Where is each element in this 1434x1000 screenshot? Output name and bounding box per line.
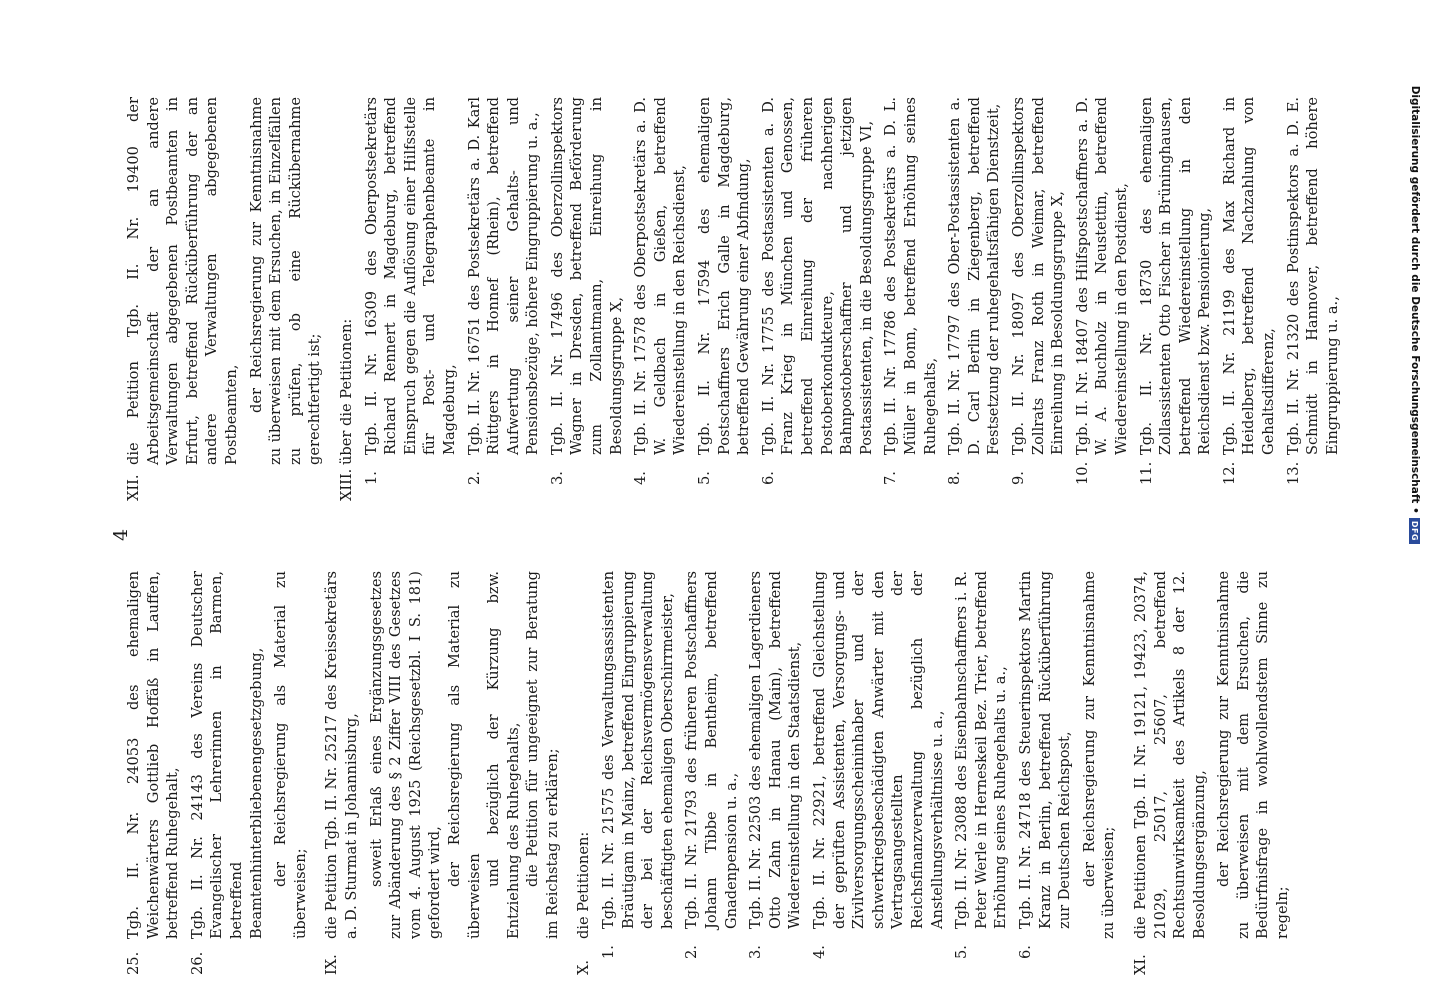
list-item bbox=[631, 97, 695, 501]
item-text: die Petitionen: bbox=[575, 831, 593, 939]
item-text: Tgb. II. Nr. 16751 des Postsekretärs a. D. Karl Rüttgers in Honnef (Rhein), betreffend Aufwertung seiner Gehalts- und Pensionsbezüge, höhere Eingruppierung u. a., bbox=[465, 97, 542, 455]
item-number: 26. bbox=[188, 951, 206, 975]
list-item bbox=[1009, 97, 1073, 501]
list-item bbox=[1220, 97, 1284, 501]
item-number: 4. bbox=[811, 945, 828, 959]
item-number: 11. bbox=[1137, 461, 1155, 485]
item-number: 12. bbox=[1220, 461, 1238, 485]
item-text: über die Petitionen: bbox=[337, 318, 355, 465]
item-number: 3. bbox=[548, 471, 566, 485]
item-text: die Petition Tgb. II. Nr. 25217 des Kreissekretärs a. D. Sturmat in Johannisburg, bbox=[323, 571, 360, 939]
item-number: 6. bbox=[759, 471, 777, 485]
item-text: Tgb. II. Nr. 21199 des Max Richard in Heidelberg, betreffend Nachzahlung von Gehaltsdifferenz, bbox=[1220, 97, 1278, 455]
credit-text: Digitalisierung gefördert durch die Deutsche Forschungsgemeinschaft • bbox=[1409, 85, 1421, 514]
item-text: Tgb. II. Nr. 16309 des Oberpostsekretärs Richard Rennert in Magdeburg, betreffend Einspruch gegen die Auflösung einer Hilfsstelle für Post- und Telegraphenbeamte in Magdeburg, bbox=[362, 97, 458, 455]
item-text: Tgb. II. Nr. 18407 des Hilfspostschaffners a. D. W. A. Buchholz in Neustettin, betreffend Wiedereinstellung in den Postdienst, bbox=[1073, 97, 1130, 455]
item-number: 1. bbox=[362, 471, 380, 485]
list-item bbox=[1284, 97, 1348, 501]
resolution-line: der Reichsregierung als Material zu überweisen bbox=[445, 571, 483, 939]
resolution-text bbox=[523, 571, 562, 975]
item-number: 25. bbox=[125, 951, 142, 975]
item-text: die Petition Tgb. II. Nr. 19400 der Arbeitsgemeinschaft der an andere Verwaltungen abgegebenen Postbeamten in Erfurt, betreffend Rücküberführung der an andere Verwaltungen abgegebenen Postbeamten, bbox=[125, 97, 240, 465]
section-entry bbox=[124, 571, 188, 975]
section-gap bbox=[562, 571, 574, 975]
dfg-logo-icon: DFG bbox=[1410, 518, 1421, 544]
item-number: 7. bbox=[882, 471, 900, 485]
item-text: Tgb. II. Nr. 24718 des Steuerinspektors Martin Kranz in Berlin, betreffend Rücküberführung zur Deutschen Reichspost, bbox=[1016, 571, 1074, 929]
item-text: Tgb. II. Nr. 22921, betreffend Gleichstellung der geprüften Assistenten, Versorgungs- und Zivilversorgungsscheininhaber und der schwerkriegsbeschädigten Anwärter mit den Vertragsangestellten der Reichsfinanzverwaltung bezüglich der Anstellungsverhältnisse u. a., bbox=[811, 571, 946, 929]
section-entry bbox=[574, 571, 599, 975]
item-text: Tgb. II. Nr. 17786 des Postsekretärs a. D. L. Müller in Bonn, betreffend Erhöhung seines Ruhegehalts, bbox=[882, 97, 939, 455]
item-number: 3. bbox=[747, 945, 765, 959]
list-item bbox=[1016, 571, 1080, 975]
item-number: 13. bbox=[1284, 461, 1302, 485]
section-entry bbox=[188, 571, 271, 975]
resolution-line: der Reichsregierung zur Kenntnisnahme zu überweisen mit dem Ersuchen, in Einzelfällen zu prüfen, ob eine Rückübernahme gerechtfertigt ist; bbox=[247, 97, 324, 465]
section-gap bbox=[310, 571, 322, 975]
list-item bbox=[952, 571, 1016, 975]
item-number: XI. bbox=[1131, 954, 1149, 975]
list-item bbox=[695, 97, 759, 501]
resolution-line: der Reichsregierung zur Kenntnisnahme zu überweisen mit dem Ersuchen, die Bedürfnisfrage in wohlwollendstem Sinne zu regeln; bbox=[1215, 571, 1292, 939]
item-text: Tgb. II. Nr. 24053 des ehemaligen Weichenwärters Gottlieb Hoffäß in Lauffen, betreffend Ruhegehalt, bbox=[125, 571, 182, 939]
item-spacer bbox=[1342, 97, 1347, 501]
list-item bbox=[465, 97, 548, 501]
item-number: 2. bbox=[683, 945, 701, 959]
left-column bbox=[124, 571, 1293, 975]
item-number: 5. bbox=[696, 471, 714, 485]
item-number: 1. bbox=[600, 945, 618, 959]
item-number: 4. bbox=[632, 471, 650, 485]
dfg-credit-line bbox=[1404, 4, 1426, 544]
list-item bbox=[599, 571, 682, 975]
resolution-line: soweit Erlaß eines Ergänzungsgesetzes zur Abänderung des § 2 Ziffer VIII des Gesetzes vom 4. August 1925 (Reichsgesetzbl. I S. 181) gefordert wird, bbox=[367, 571, 444, 939]
resolution-text bbox=[271, 571, 310, 975]
section-gap bbox=[325, 97, 337, 501]
item-number: XII. bbox=[125, 474, 142, 501]
item-text: die Petitionen Tgb. II. Nr. 19121, 19423, 20374, 21029, 25017, 25607, betreffend Rechtsunwirksamkeit des Artikels 8 der 12. Besoldungsergänzung, bbox=[1131, 571, 1208, 939]
resolution-line: die Petition für ungeeignet zur Beratung im Reichstag zu erklären; bbox=[524, 571, 561, 939]
item-number: 8. bbox=[946, 471, 964, 485]
list-item bbox=[362, 97, 465, 501]
item-text: Tgb. II. Nr. 17496 des Oberzollinspektors Wagner in Dresden, betreffend Beförderung zum Zollamtmann, Einreihung in Besoldungsgruppe X, bbox=[548, 97, 625, 455]
item-number: 2. bbox=[465, 471, 483, 485]
list-item bbox=[1137, 97, 1220, 501]
item-text: Tgb. II. Nr. 21575 des Verwaltungsassistenten Bräutigam in Mainz, betreffend Eingruppierung der bei der Reichsvermögensverwaltung beschäftigten ehemaligen Oberschirrmeister, bbox=[600, 571, 676, 929]
section-gap bbox=[1119, 571, 1131, 975]
list-item bbox=[945, 97, 1009, 501]
resolution-text bbox=[247, 97, 325, 501]
list-item bbox=[746, 571, 810, 975]
item-text: Tgb. II. Nr. 17578 des Oberpostsekretärs a. D. W. Geldbach in Gießen, betreffend Wiedereinstellung in den Reichsdienst, bbox=[632, 97, 689, 455]
item-text: Tgb. II. Nr. 24143 des Vereins Deutscher Evangelischer Lehrerinnen in Barmen, betreffend Beamtenhinterbliebenengesetzgebung, bbox=[188, 571, 265, 939]
item-number: 10. bbox=[1073, 461, 1091, 485]
list-item bbox=[682, 571, 746, 975]
item-number: 5. bbox=[953, 945, 971, 959]
item-number: X. bbox=[575, 959, 593, 975]
resolution-text bbox=[1214, 571, 1292, 975]
resolution-text bbox=[445, 571, 484, 975]
section-entry bbox=[337, 97, 362, 501]
resolution-line: und bezüglich der Kürzung bzw. Entziehung des Ruhegehalts, bbox=[485, 571, 522, 939]
rotated-page-content bbox=[110, 85, 1400, 985]
item-number: 9. bbox=[1009, 471, 1027, 485]
list-item bbox=[759, 97, 882, 501]
item-number: 6. bbox=[1016, 945, 1034, 959]
item-text: Tgb. II. Nr. 22503 des ehemaligen Lagerdieners Otto Zahn in Hanau (Main), betreffend Wiedereinstellung in den Staatsdienst, bbox=[747, 571, 804, 929]
list-item bbox=[1073, 97, 1137, 501]
item-text: Tgb. II. Nr. 23088 des Eisenbahnschaffners i. R. Peter Werle in Herneskeil Bez. Trier, betreffend Erhöhung seines Ruhegehalts u. a., bbox=[953, 571, 1010, 929]
resolution-text bbox=[1080, 571, 1119, 975]
resolution-line: der Reichsregierung als Material zu überweisen; bbox=[272, 571, 309, 939]
list-item bbox=[548, 97, 631, 501]
resolution-text bbox=[484, 571, 523, 975]
section-entry bbox=[1131, 571, 1214, 975]
item-text: Tgb. II. Nr. 17594 des ehemaligen Postschaffners Erich Galle in Magdeburg, betreffend Gewährung einer Abfindung, bbox=[696, 97, 753, 455]
item-text: Tgb. II. Nr. 18097 des Oberzollinspektors Zollrats Franz Roth in Weimar, betreffend Einreihung in Besoldungsgruppe X, bbox=[1009, 97, 1067, 455]
item-text: Tgb. II. Nr. 17755 des Postassistenten a. D. Franz Krieg in München und Genossen, betreffend Einreihung der früheren Postoberkondukteure, nachherigen Bahnpostoberschaffner und jetzigen Postassistenten, in die Besoldungsgruppe VI, bbox=[759, 97, 875, 455]
list-item bbox=[881, 97, 945, 501]
list-item bbox=[810, 571, 952, 975]
item-number: IX. bbox=[323, 954, 341, 975]
page-number: 4 bbox=[110, 528, 132, 542]
resolution-text bbox=[367, 571, 445, 975]
item-text: Tgb. II. Nr. 18730 des ehemaligen Zollassistenten Otto Fischer in Brüninghausen, betreffend Wiedereinstellung in den Reichsdienst bzw. Pensionierung, bbox=[1137, 97, 1214, 455]
section-entry bbox=[124, 97, 247, 501]
item-number: XIII. bbox=[337, 468, 355, 501]
right-column bbox=[124, 97, 1347, 501]
resolution-line: der Reichsregierung zur Kenntnisnahme zu überweisen; bbox=[1080, 571, 1118, 939]
item-text: Tgb. II. Nr. 21320 des Postinspektors a. D. E. Schmidt in Hannover, betreffend höhere Eingruppierung u. a., bbox=[1284, 97, 1341, 455]
item-text: Tgb. II. Nr. 21793 des früheren Postschaffners Johann Tibbe in Bentheim, betreffend Gnadenpension u. a., bbox=[683, 571, 740, 929]
section-entry bbox=[322, 571, 366, 975]
item-text: Tgb. II. Nr. 17797 des Ober-Postassistenten a. D. Carl Berlin in Ziegenberg, betreffend Festsetzung der ruhegehaltsfähigen Dienstzeit, bbox=[946, 97, 1003, 455]
